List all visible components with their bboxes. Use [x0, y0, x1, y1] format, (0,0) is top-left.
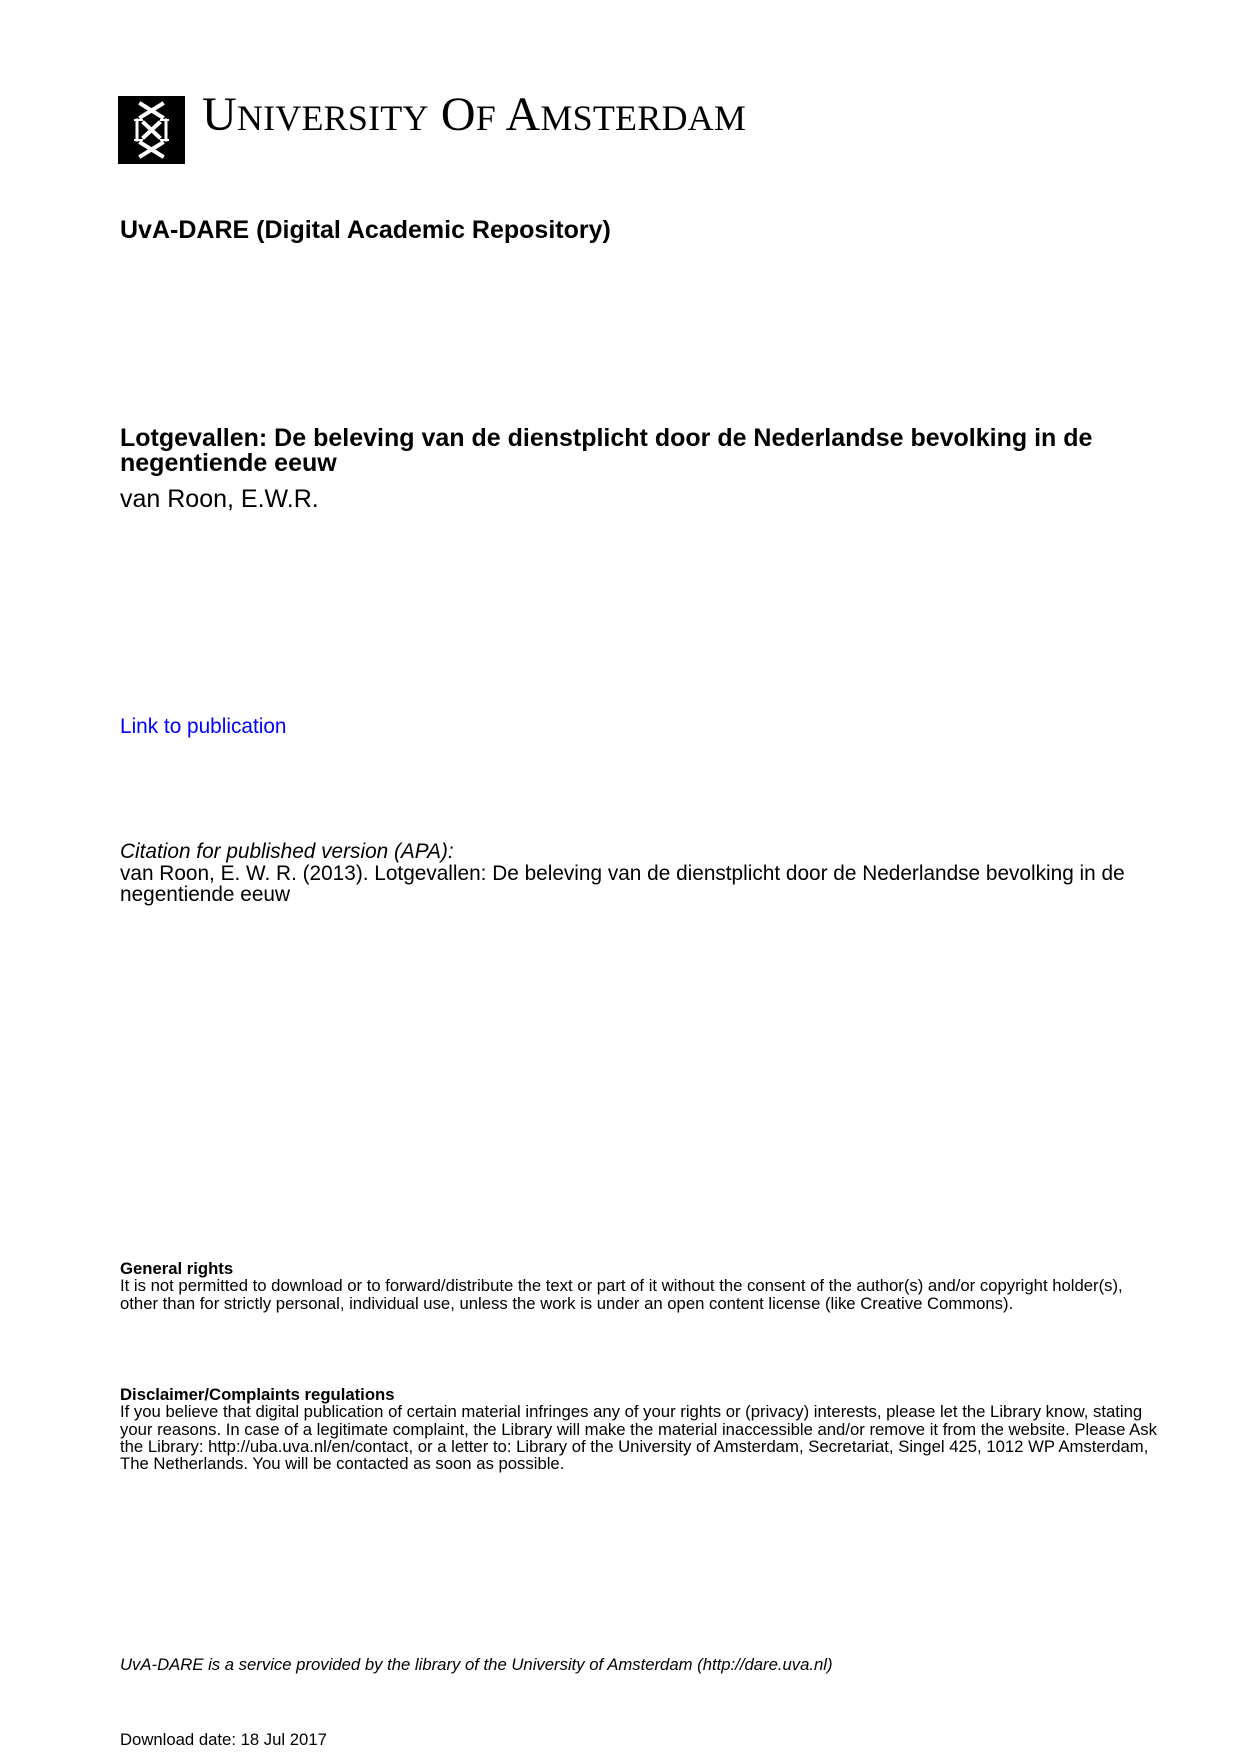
citation-line: negentiende eeuw — [120, 883, 290, 906]
general-rights-block — [120, 1260, 1123, 1312]
wordmark-initial: O — [440, 88, 476, 141]
download-date-value: 18 Jul 2017 — [240, 1730, 327, 1749]
wordmark-smallcaps: F — [475, 98, 496, 138]
citation-line: van Roon, E. W. R. (2013). Lotgevallen: De beleving van de dienstplicht door de Nederlandse bevolking in de — [120, 861, 1125, 885]
disclaimer-line: The Netherlands. You will be contacted as soon as possible. — [120, 1454, 565, 1474]
disclaimer-line: the Library: http://uba.uva.nl/en/contact, or a letter to: Library of the University of Amsterdam, Secretariat, Singel 425, 1012 WP Amsterdam, — [120, 1436, 1149, 1456]
general-rights-line: It is not permitted to download or to forward/distribute the text or part of it without the consent of the author(s) and/or copyright holder(s), — [120, 1276, 1123, 1296]
publication-title — [120, 426, 1092, 476]
title-line: negentiende eeuw — [120, 449, 337, 477]
title-line: Lotgevallen: De beleving van de dienstplicht door de Nederlandse bevolking in de — [120, 424, 1093, 452]
disclaimer-block — [120, 1386, 1157, 1472]
citation-heading: Citation for published version (APA): — [120, 840, 454, 863]
wordmark-text — [202, 88, 747, 142]
wordmark-smallcaps: NIVERSITY — [236, 98, 429, 138]
general-rights-line: other than for strictly personal, individual use, unless the work is under an open content license (like Creative Commons). — [120, 1293, 1014, 1313]
disclaimer-line: If you believe that digital publication of certain material infringes any of your rights or (privacy) interests, please let the Library know, stating — [120, 1402, 1143, 1422]
download-date-label: Download date: — [120, 1730, 236, 1749]
download-date-row — [120, 1730, 327, 1749]
disclaimer-heading: Disclaimer/Complaints regulations — [120, 1385, 395, 1404]
disclaimer-line: your reasons. In case of a legitimate complaint, the Library will make the material inaccessible and/or remove it from the website. Please Ask — [120, 1419, 1157, 1439]
publication-author: van Roon, E.W.R. — [120, 485, 319, 513]
wordmark-initial: A — [505, 88, 541, 141]
wordmark-initial: U — [202, 88, 237, 141]
wordmark-smallcaps: MSTERDAM — [540, 98, 747, 138]
general-rights-heading: General rights — [120, 1259, 234, 1278]
repository-name: UvA-DARE (Digital Academic Repository) — [120, 216, 611, 244]
citation-block — [120, 841, 1125, 906]
uva-crest-icon — [118, 96, 185, 164]
service-note: UvA-DARE is a service provided by the library of the University of Amsterdam (http://dare.uva.nl) — [120, 1655, 833, 1674]
link-to-publication[interactable]: Link to publication — [120, 715, 287, 738]
